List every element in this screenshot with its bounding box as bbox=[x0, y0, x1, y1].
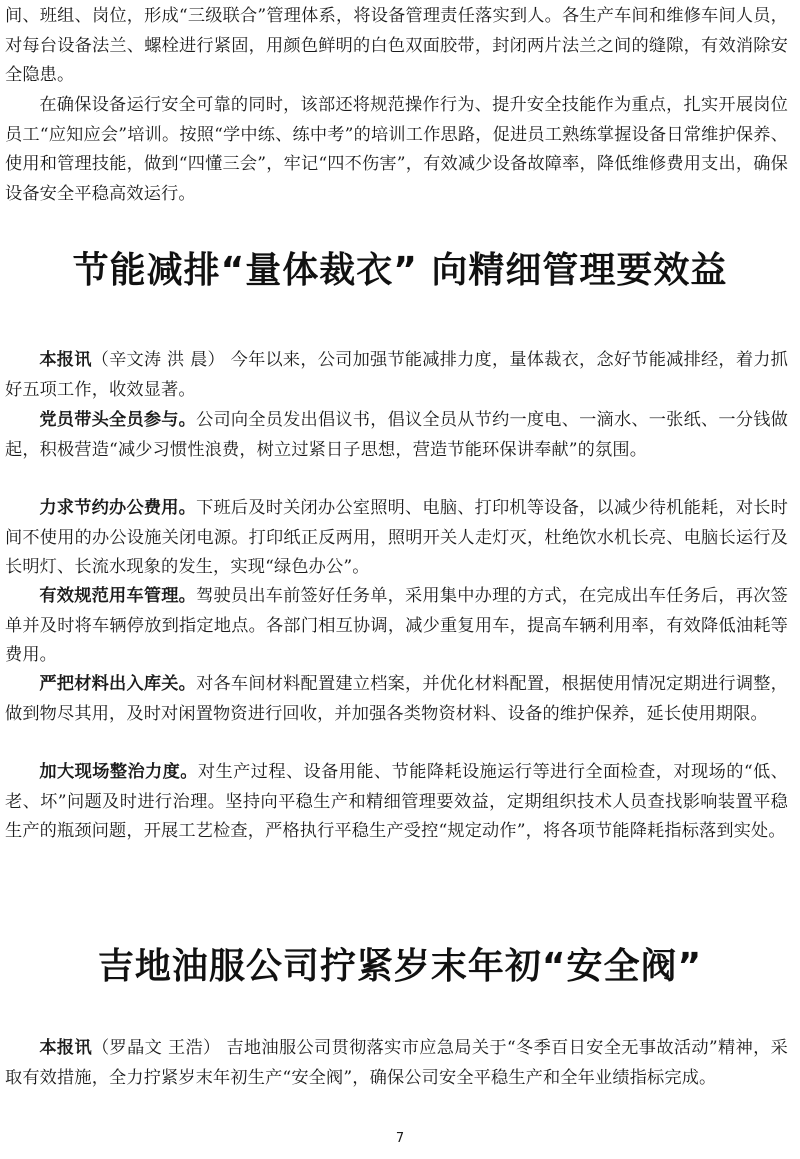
article1-item-1 bbox=[5, 406, 788, 465]
article1-item-3 bbox=[5, 582, 788, 671]
page-number: 7 bbox=[395, 1131, 405, 1146]
item-label: 力求节约办公费用。 bbox=[39, 498, 197, 518]
item-label: 有效规范用车管理。 bbox=[39, 586, 197, 606]
item-label: 严把材料出入库关。 bbox=[39, 674, 197, 694]
article2-headline: 吉地油服公司拧紧岁末年初“安全阀” bbox=[97, 946, 703, 987]
intro-paragraph-2: 在确保设备运行安全可靠的同时，该部还将规范操作行为、提升安全技能作为重点，扎实开展岗位员工“应知应会”培训。按照“学中练、练中考”的培训工作思路，促进员工熟练掌握设备日常维护保养、使用和管理技能，做到“四懂三会”，牢记“四不伤害”，有效减少设备故障率，降低维修费用支出，确保设备安全平稳高效运行。 bbox=[5, 95, 788, 204]
article1-item-4 bbox=[5, 670, 788, 729]
article1-lead-text: （辛文涛 洪 晨） 今年以来，公司加强节能减排力度，量体裁衣，念好节能减排经，着力抓好五项工作，收效显著。 bbox=[5, 350, 788, 400]
article2-lead bbox=[5, 1034, 788, 1093]
item-label: 党员带头全员参与。 bbox=[39, 410, 197, 430]
item-text: 下班后及时关闭办公室照明、电脑、打印机等设备，以减少待机能耗，对长时间不使用的办公设施关闭电源。打印纸正反两用，照明开关人走灯灭，杜绝饮水机长亮、电脑长运行及长明灯、长流水现象的发生，实现“绿色办公”。 bbox=[5, 498, 788, 577]
item-text: 对生产过程、设备用能、节能降耗设施运行等进行全面检查，对现场的“低、老、坏”问题及时进行治理。坚持向平稳生产和精细管理要效益，定期组织技术人员查找影响装置平稳生产的瓶颈问题，开展工艺检查，严格执行平稳生产受控“规定动作”，将各项节能降耗指标落到实处。 bbox=[5, 762, 788, 841]
article2-lead-label: 本报讯 bbox=[39, 1038, 92, 1058]
article2-lead-text: （罗晶文 王浩） 吉地油服公司贯彻落实市应急局关于“冬季百日安全无事故活动”精神，采取有效措施，全力拧紧岁末年初生产“安全阀”，确保公司安全平稳生产和全年业绩指标完成。 bbox=[5, 1038, 788, 1088]
article1-lead-label: 本报讯 bbox=[39, 350, 92, 370]
article1-item-5 bbox=[5, 758, 788, 847]
intro-paragraph-1: 间、班组、岗位，形成“三级联合”管理体系，将设备管理责任落实到人。各生产车间和维修车间人员，对每台设备法兰、螺栓进行紧固，用颜色鲜明的白色双面胶带，封闭两片法兰之间的缝隙，有效消除安全隐患。 bbox=[5, 6, 788, 85]
article1-headline: 节能减排“量体裁衣” 向精细管理要效益 bbox=[72, 250, 728, 291]
item-text: 公司向全员发出倡议书，倡议全员从节约一度电、一滴水、一张纸、一分钱做起，积极营造“减少习惯性浪费，树立过紧日子思想，营造节能环保讲奉献”的氛围。 bbox=[5, 410, 788, 460]
article1-lead bbox=[5, 346, 788, 405]
item-text: 驾驶员出车前签好任务单，采用集中办理的方式，在完成出车任务后，再次签单并及时将车辆停放到指定地点。各部门相互协调，减少重复用车，提高车辆利用率，有效降低油耗等费用。 bbox=[5, 586, 788, 665]
article1-item-2 bbox=[5, 494, 788, 583]
item-text: 对各车间材料配置建立档案，并优化材料配置，根据使用情况定期进行调整，做到物尽其用，及时对闲置物资进行回收，并加强各类物资材料、设备的维护保养，延长使用期限。 bbox=[5, 674, 788, 724]
item-label: 加大现场整治力度。 bbox=[39, 762, 198, 782]
